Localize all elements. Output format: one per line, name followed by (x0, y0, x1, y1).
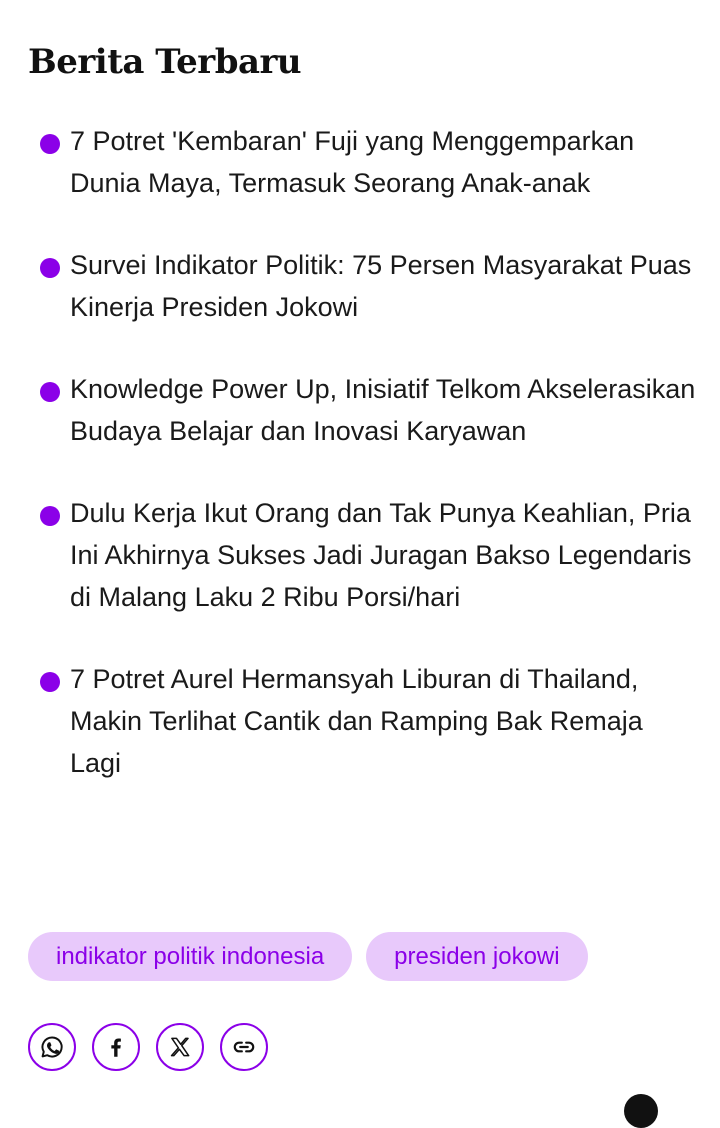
facebook-icon (103, 1034, 129, 1060)
section-title: Berita Terbaru (28, 42, 302, 82)
whatsapp-icon (39, 1034, 65, 1060)
news-link[interactable]: Dulu Kerja Ikut Orang dan Tak Punya Keahlian, Pria Ini Akhirnya Sukses Jadi Juragan Bakso Legendaris di Malang Laku 2 Ribu Porsi/hari (70, 498, 692, 612)
tag-list (28, 932, 588, 981)
list-item (0, 120, 720, 204)
news-link[interactable]: Knowledge Power Up, Inisiatif Telkom Akselerasikan Budaya Belajar dan Inovasi Karyawan (70, 374, 696, 446)
share-x-button[interactable] (156, 1023, 204, 1071)
bullet-dot-icon (40, 672, 60, 692)
share-facebook-button[interactable] (92, 1023, 140, 1071)
share-bar (28, 1023, 268, 1071)
floating-button-edge[interactable] (624, 1094, 658, 1128)
news-link[interactable]: 7 Potret 'Kembaran' Fuji yang Menggemparkan Dunia Maya, Termasuk Seorang Anak-anak (70, 126, 635, 198)
share-whatsapp-button[interactable] (28, 1023, 76, 1071)
bullet-dot-icon (40, 382, 60, 402)
news-link[interactable]: Survei Indikator Politik: 75 Persen Masyarakat Puas Kinerja Presiden Jokowi (70, 250, 692, 322)
tag-indikator-politik-indonesia[interactable]: indikator politik indonesia (28, 932, 352, 981)
news-link[interactable]: 7 Potret Aurel Hermansyah Liburan di Thailand, Makin Terlihat Cantik dan Ramping Bak Remaja Lagi (70, 664, 643, 778)
link-icon (231, 1034, 257, 1060)
bullet-dot-icon (40, 258, 60, 278)
latest-news-list (0, 120, 720, 824)
x-icon (167, 1034, 193, 1060)
tag-presiden-jokowi[interactable]: presiden jokowi (366, 932, 587, 981)
bullet-dot-icon (40, 134, 60, 154)
list-item (0, 244, 720, 328)
list-item (0, 658, 720, 784)
share-link-button[interactable] (220, 1023, 268, 1071)
bullet-dot-icon (40, 506, 60, 526)
list-item (0, 368, 720, 452)
list-item (0, 492, 720, 618)
